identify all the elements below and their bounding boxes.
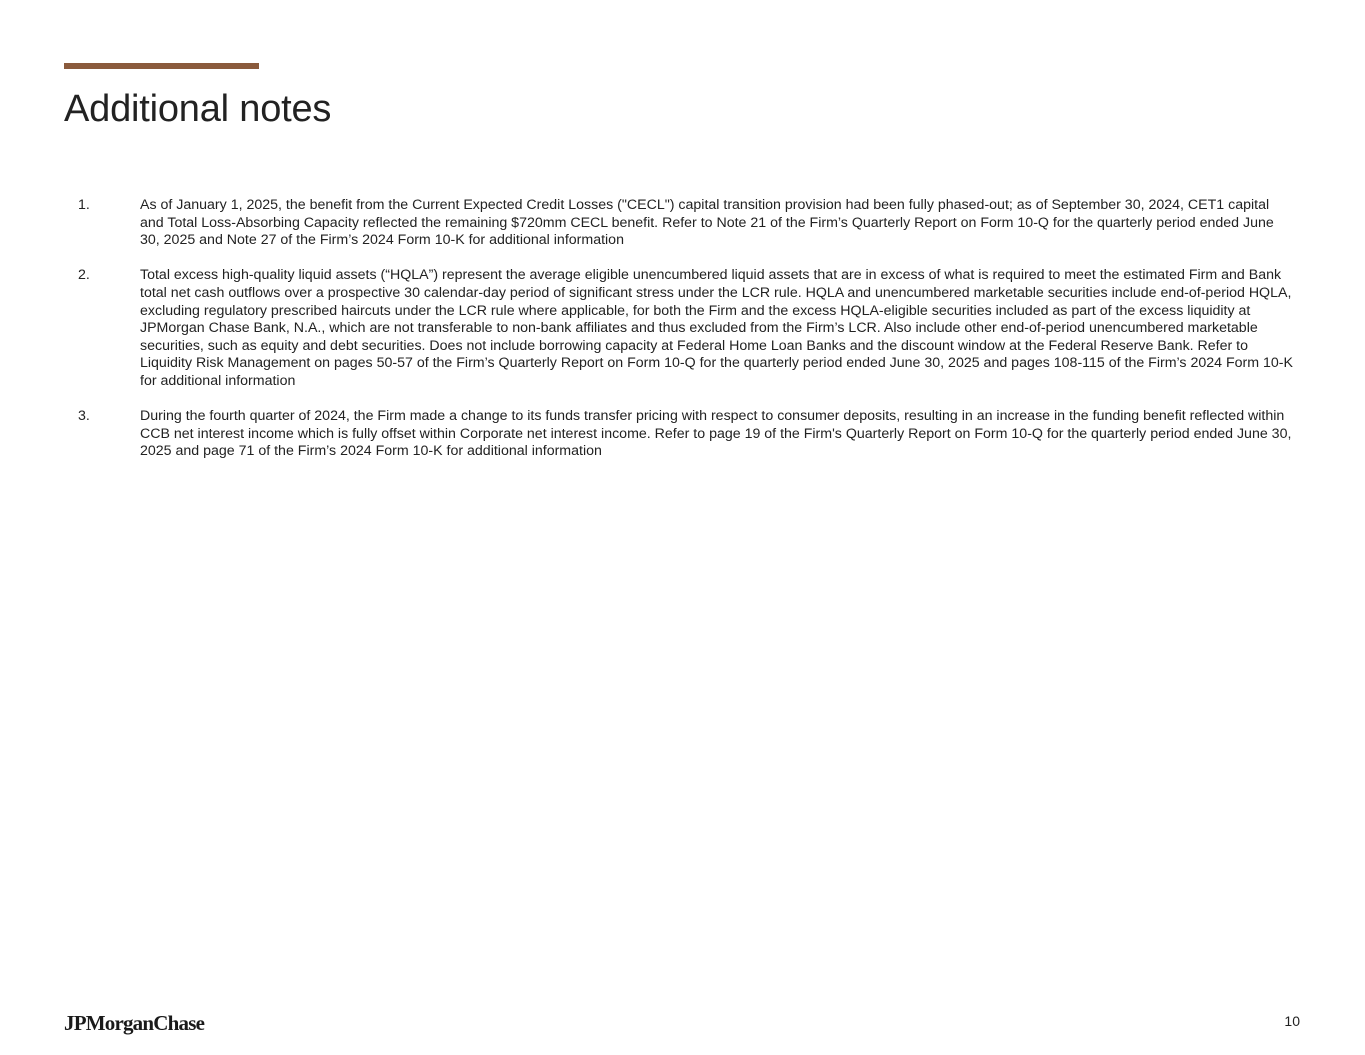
note-text: As of January 1, 2025, the benefit from the Current Expected Credit Losses ("CECL") capital transition provision had been fully phased-out; as of September 30, 2024, CET1 capital and Total Loss-Absorbing Capacity reflected the remaining $720mm CECL benefit. Refer to Note 21 of the Firm’s Quarterly Report on Form 10-Q for the quarterly period ended June 30, 2025 and Note 27 of the Firm’s 2024 Form 10-K for additional information bbox=[140, 197, 1274, 249]
notes-list bbox=[64, 197, 1294, 479]
page-title: Additional notes bbox=[64, 88, 332, 130]
page-number: 10 bbox=[1284, 1013, 1300, 1029]
note-number: 3. bbox=[78, 408, 90, 425]
title-accent-bar bbox=[64, 63, 259, 69]
note-number: 2. bbox=[78, 267, 90, 284]
note-item bbox=[64, 408, 1294, 461]
company-logo: JPMorganChase bbox=[64, 1011, 205, 1035]
note-item bbox=[64, 267, 1294, 390]
note-text: During the fourth quarter of 2024, the Firm made a change to its funds transfer pricing with respect to consumer deposits, resulting in an increase in the funding benefit reflected within CCB net interest income which is fully offset within Corporate net interest income. Refer to page 19 of the Firm's Quarterly Report on Form 10-Q for the quarterly period ended June 30, 2025 and page 71 of the Firm’s 2024 Form 10-K for additional information bbox=[140, 408, 1292, 460]
note-number: 1. bbox=[78, 197, 90, 213]
note-item bbox=[64, 197, 1294, 250]
note-text: Total excess high-quality liquid assets (“HQLA”) represent the average eligible unencumbered liquid assets that are in excess of what is required to meet the estimated Firm and Bank total net cash outflows over a prospective 30 calendar-day period of significant stress under the LCR rule. HQLA and unencumbered marketable securities include end-of-period HQLA, excluding regulatory prescribed haircuts under the LCR rule where applicable, for both the Firm and the excess HQLA-eligible securities included as part of the excess liquidity at JPMorgan Chase Bank, N.A., which are not transferable to non-bank affiliates and thus excluded from the Firm’s LCR. Also include other end-of-period unencumbered marketable securities, such as equity and debt securities. Does not include borrowing capacity at Federal Home Loan Banks and the discount window at the Federal Reserve Bank. Refer to Liquidity Risk Management on pages 50-57 of the Firm’s Quarterly Report on Form 10-Q for the quarterly period ended June 30, 2025 and pages 108-115 of the Firm’s 2024 Form 10-K for additional information bbox=[140, 267, 1293, 389]
